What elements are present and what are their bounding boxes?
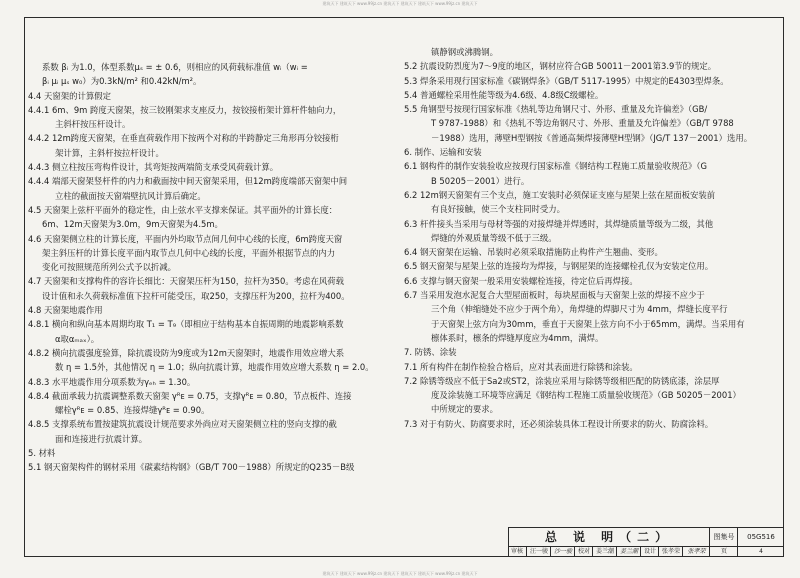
- text-line: 4.8.2 横向抗震强度验算，除抗震设防为9度或为12m天窗架时，地震作用效应增大系: [28, 347, 345, 358]
- text-line: 4.7 天窗架和支撑构件的容许长细比：天窗架压杆为150，拉杆为350。考虑在风荷载: [28, 276, 344, 287]
- title-block-top-row: [509, 528, 784, 547]
- text-line: 6.6 支撑与钢天窗架一般采用安装螺栓连接，待定位后再焊接。: [404, 275, 638, 286]
- text-line: 系数 βᵢ 为1.0，体型系数μₛ = ± 0.6，则相应的风荷载标准值 wᵢ（wᵢ =: [42, 62, 308, 72]
- watermark-top: 建筑天下 建筑天下 www.99jz.cn 建筑天下 建筑天下 建筑天下 www.99jz.cn 建筑天下: [322, 1, 478, 6]
- text-line: 5.5 角钢型号按现行国家标准《热轧等边角钢尺寸、外形、重量及允许偏差》（GB/: [404, 104, 708, 115]
- page-label: 页: [709, 546, 738, 557]
- text-line: 有良好接触，使三个支柱同时受力。: [431, 204, 565, 215]
- text-line: 6.5 钢天窗架与屋架上弦的连接均为焊接，与钢屋架的连接螺栓孔仅为安装定位用。: [404, 261, 714, 272]
- text-line: 设计值和永久荷载标准值下拉杆可能受压，取250，支撑压杆为200，拉杆为400。: [42, 290, 350, 301]
- title-block: [508, 527, 784, 557]
- text-line: 数 η = 1.5外，其他情况 η = 1.0；纵向抗震计算，地震作用效应增大系数 η = 2.0。: [55, 362, 374, 373]
- text-line: 4.4.2 12m跨度天窗架，在垂直荷载作用下按两个对称的半跨静定三角形再分铰接桁: [28, 133, 339, 144]
- text-line: 5.2 抗震设防烈度为7～9度的地区，钢材应符合GB 50011－2001第3.9节的规定。: [404, 61, 717, 72]
- text-line: 于天窗架上弦方向为30mm，垂直于天窗架上弦方向不小于65mm，满焊。当采用有: [431, 318, 745, 329]
- watermark-bottom: 建筑天下 建筑天下 www.99jz.cn 建筑天下 建筑天下 建筑天下 www.99jz.cn 建筑天下: [322, 571, 478, 576]
- text-line: 5.3 焊条采用现行国家标准《碳钢焊条》（GB/T 5117-1995）中规定的E4303型焊条。: [404, 75, 729, 86]
- text-line: －1988）选用，薄壁H型钢按《普通高频焊接薄壁H型钢》（JG/T 137－2001）选用。: [431, 132, 753, 143]
- atlas-number: 05G516: [737, 528, 784, 546]
- text-line: 4.8.5 支撑系统布置按建筑抗震设计规范要求外尚应对天窗架侧立柱的竖向支撑的截: [28, 419, 337, 430]
- text-line: 架计算，主斜杆按拉杆设计。: [55, 147, 164, 158]
- text-line: 6.3 杆件接头当采用与母材等强的对接焊缝并焊透时，其焊缝质量等级为二级，其他: [404, 218, 714, 229]
- text-line: 三个角（伸缩缝处不应少于两个角），角焊缝的焊脚尺寸为 4mm，焊缝长度平行: [431, 304, 728, 315]
- text-line: 6.1 钢构件的制作安装验收应按现行国家标准《钢结构工程施工质量验收规范》（G: [404, 161, 708, 172]
- text-line: 6m、12m天窗架为3.0m，9m天窗架为4.5m。: [42, 219, 223, 230]
- text-line: 度及涂装施工环境等应满足《钢结构工程施工质量验收规范》（GB 50205－2001）: [431, 390, 741, 401]
- text-line: 4.4.4 端部天窗架竖杆件的内力和截面按中间天窗架采用，但12m跨度端部天窗架中间: [28, 176, 348, 187]
- text-line: 6.2 12m钢天窗架有三个支点，施工安装时必须保证支座与屋架上弦在屋面板安装前: [404, 189, 716, 200]
- text-line: 面和连接进行抗震计算。: [55, 433, 148, 444]
- text-line: βᵢ μᵢ μₛ w₀）为0.3kN/m² 和0.42kN/m²。: [42, 76, 202, 87]
- text-line: 5.4 普通螺栓采用性能等级为4.6级、4.8级C级螺栓。: [404, 89, 604, 100]
- text-line: 4.4 天窗架的计算假定: [28, 90, 111, 101]
- text-line: 4.6 天窗架侧立柱的计算长度，平面内外均取节点间几何中心线的长度，6m跨度天窗: [28, 233, 343, 244]
- text-line: 7. 防锈、涂装: [404, 347, 457, 358]
- text-line: 6.7 当采用发泡水泥复合大型屋面板时，每块屋面板与天窗架上弦的焊接不应少于: [404, 290, 705, 301]
- text-line: 檩体系时，檩条的焊缝厚度应为4mm，满焊。: [431, 332, 604, 343]
- text-line: 5.1 钢天窗架构件的钢材采用《碳素结构钢》（GB/T 700－1988）所规定的Q235－B级: [28, 462, 355, 473]
- text-line: 4.8 天窗架地震作用: [28, 305, 103, 316]
- text-line: T 9787-1988）和《热轧不等边角钢尺寸、外形、重量及允许偏差》（GB/T 9788: [431, 118, 734, 129]
- review-label: 审核: [510, 548, 523, 555]
- text-line: B 50205－2001）进行。: [431, 175, 530, 186]
- text-line: 中所规定的要求。: [431, 404, 498, 415]
- text-line: 6.4 钢天窗架在运输、吊装时必须采取措施防止构件产生翘曲、变形。: [404, 247, 663, 258]
- title-block-bottom-row: [509, 546, 784, 557]
- text-line: 7.2 除锈等级应不低于Sa2或ST2，涂装应采用与除锈等级相匹配的防锈底漆，涂层厚: [404, 375, 720, 386]
- text-line: 4.4.1 6m、9m 跨度天窗架，按三铰刚架求支座反力，按铰接桁架计算杆件轴向力，: [28, 104, 342, 115]
- reviewer-signature: 沙一骏: [550, 546, 575, 557]
- text-line: 焊缝的外观质量等级不低于三级。: [431, 232, 557, 243]
- left-text-column: [28, 60, 393, 475]
- atlas-number-label: 图集号: [709, 528, 738, 546]
- proofread-label: 校对: [574, 546, 593, 557]
- text-line: 立柱的截面按天窗端壁抗风计算后确定。: [55, 190, 206, 201]
- proofreader-name: 姜兰潮: [592, 546, 617, 557]
- text-line: 4.4.3 侧立柱按压弯构件设计，其弯矩按两端简支承受风荷载计算。: [28, 162, 279, 173]
- text-line: 5. 材料: [28, 448, 56, 459]
- text-line: 7.3 对于有防火、防腐要求时，还必须涂装具体工程设计所要求的防火、防腐涂料。: [404, 418, 714, 429]
- text-line: 6. 制作、运输和安装: [404, 147, 482, 158]
- reviewer-name: 汪一骏: [526, 546, 551, 557]
- page-number: 4: [737, 546, 784, 557]
- text-line: 4.5 天窗架上弦杆平面外的稳定性，由上弦水平支撑来保证。其平面外的计算长度：: [28, 204, 338, 215]
- proofreader-signature: 姜兰潮: [616, 546, 641, 557]
- designer-signature: 张孝荣: [682, 546, 710, 557]
- text-line: 主斜杆按压杆设计。: [55, 119, 131, 130]
- right-text-column: [404, 45, 769, 431]
- text-line: 螺栓γᴿᴇ = 0.85、连接焊缝γᴿᴇ = 0.90。: [55, 405, 210, 416]
- text-line: 4.8.3 水平地震作用分项系数为γₑₕ = 1.30。: [28, 376, 196, 387]
- text-line: 变化可按照规范所列公式予以折减。: [42, 262, 176, 273]
- text-line: α取αₘₐₓ）。: [55, 333, 100, 344]
- text-line: 7.1 所有构件在制作检验合格后，应对其表面进行除锈和涂装。: [404, 361, 638, 372]
- text-line: 镇静钢或沸腾钢。: [431, 47, 498, 57]
- text-line: 4.8.1 横向和纵向基本周期均取 T₁ = T₉（即相应于结构基本自振周期的地震影响系数: [28, 319, 344, 330]
- sheet-title: 总 说 明（二）: [544, 530, 674, 544]
- text-line: 架主斜压杆的计算长度平面内取节点几何中心线的长度，平面外根据节点的内力: [42, 247, 336, 258]
- design-label: 设计: [640, 546, 659, 557]
- designer-name: 张孝荣: [658, 546, 683, 557]
- text-line: 4.8.4 截面承载力抗震调整系数天窗架 γᴿᴇ = 0.75，支撑γᴿᴇ = 0.80，节点板件、连接: [28, 390, 352, 401]
